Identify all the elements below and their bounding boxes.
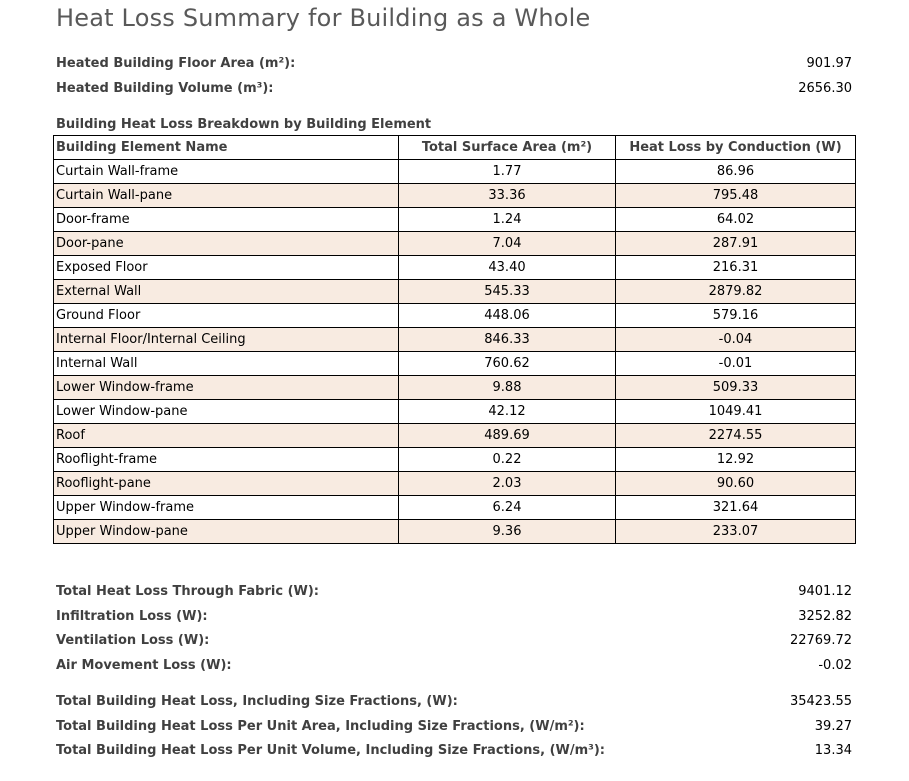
table-row — [54, 208, 856, 232]
surface-area-cell: 42.12 — [399, 400, 616, 424]
table-row — [54, 376, 856, 400]
surface-area-cell: 7.04 — [399, 232, 616, 256]
table-header-row — [54, 136, 856, 160]
air-movement-loss-label: Air Movement Loss (W): — [56, 658, 232, 673]
loss-per-volume-label: Total Building Heat Loss Per Unit Volume, Including Size Fractions, (W/m³): — [56, 743, 605, 758]
table-row — [54, 400, 856, 424]
header-conduction-loss: Heat Loss by Conduction (W) — [616, 136, 856, 160]
loss-per-area-value: 39.27 — [814, 719, 852, 734]
floor-area-value: 901.97 — [806, 56, 852, 71]
table-row — [54, 304, 856, 328]
element-name-cell: Internal Floor/Internal Ceiling — [54, 328, 399, 352]
total-loss-row — [56, 694, 852, 714]
element-name-cell: Curtain Wall-pane — [54, 184, 399, 208]
element-name-cell: Door-pane — [54, 232, 399, 256]
table-row — [54, 280, 856, 304]
breakdown-section-label: Building Heat Loss Breakdown by Building Element — [56, 117, 432, 132]
table-row — [54, 232, 856, 256]
surface-area-cell: 1.24 — [399, 208, 616, 232]
element-name-cell: Exposed Floor — [54, 256, 399, 280]
page-title: Heat Loss Summary for Building as a Whole — [56, 4, 591, 32]
table-row — [54, 496, 856, 520]
element-name-cell: Roof — [54, 424, 399, 448]
loss-per-area-label: Total Building Heat Loss Per Unit Area, Including Size Fractions, (W/m²): — [56, 719, 585, 734]
conduction-loss-cell: 86.96 — [616, 160, 856, 184]
heat-loss-breakdown-table — [53, 135, 856, 544]
conduction-loss-cell: 216.31 — [616, 256, 856, 280]
surface-area-cell: 9.36 — [399, 520, 616, 544]
conduction-loss-cell: 321.64 — [616, 496, 856, 520]
volume-value: 2656.30 — [798, 81, 852, 96]
conduction-loss-cell: -0.01 — [616, 352, 856, 376]
ventilation-loss-value: 22769.72 — [789, 633, 852, 648]
air-movement-loss-value: -0.02 — [818, 658, 852, 673]
loss-per-volume-row — [56, 743, 852, 763]
ventilation-loss-label: Ventilation Loss (W): — [56, 633, 210, 648]
air-movement-loss-row — [56, 658, 852, 678]
header-element-name: Building Element Name — [54, 136, 399, 160]
conduction-loss-cell: 579.16 — [616, 304, 856, 328]
table-row — [54, 448, 856, 472]
surface-area-cell: 760.62 — [399, 352, 616, 376]
loss-per-area-row — [56, 719, 852, 739]
element-name-cell: Curtain Wall-frame — [54, 160, 399, 184]
floor-area-row — [56, 56, 852, 76]
volume-row — [56, 81, 852, 101]
surface-area-cell: 43.40 — [399, 256, 616, 280]
surface-area-cell: 33.36 — [399, 184, 616, 208]
infiltration-loss-value: 3252.82 — [798, 609, 852, 624]
element-name-cell: Upper Window-frame — [54, 496, 399, 520]
table-row — [54, 184, 856, 208]
conduction-loss-cell: 233.07 — [616, 520, 856, 544]
conduction-loss-cell: 90.60 — [616, 472, 856, 496]
element-name-cell: Lower Window-frame — [54, 376, 399, 400]
volume-label: Heated Building Volume (m³): — [56, 81, 274, 96]
loss-per-volume-value: 13.34 — [814, 743, 852, 758]
table-row — [54, 520, 856, 544]
table-row — [54, 328, 856, 352]
element-name-cell: Ground Floor — [54, 304, 399, 328]
surface-area-cell: 0.22 — [399, 448, 616, 472]
conduction-loss-cell: 64.02 — [616, 208, 856, 232]
element-name-cell: Upper Window-pane — [54, 520, 399, 544]
infiltration-loss-row — [56, 609, 852, 629]
fabric-loss-label: Total Heat Loss Through Fabric (W): — [56, 584, 319, 599]
total-loss-value: 35423.55 — [789, 694, 852, 709]
surface-area-cell: 1.77 — [399, 160, 616, 184]
table-row — [54, 256, 856, 280]
conduction-loss-cell: 12.92 — [616, 448, 856, 472]
element-name-cell: Door-frame — [54, 208, 399, 232]
surface-area-cell: 2.03 — [399, 472, 616, 496]
conduction-loss-cell: 509.33 — [616, 376, 856, 400]
header-surface-area: Total Surface Area (m²) — [399, 136, 616, 160]
surface-area-cell: 6.24 — [399, 496, 616, 520]
ventilation-loss-row — [56, 633, 852, 653]
conduction-loss-cell: 2274.55 — [616, 424, 856, 448]
infiltration-loss-label: Infiltration Loss (W): — [56, 609, 208, 624]
floor-area-label: Heated Building Floor Area (m²): — [56, 56, 296, 71]
surface-area-cell: 448.06 — [399, 304, 616, 328]
surface-area-cell: 545.33 — [399, 280, 616, 304]
conduction-loss-cell: 2879.82 — [616, 280, 856, 304]
surface-area-cell: 9.88 — [399, 376, 616, 400]
conduction-loss-cell: -0.04 — [616, 328, 856, 352]
conduction-loss-cell: 1049.41 — [616, 400, 856, 424]
fabric-loss-value: 9401.12 — [798, 584, 852, 599]
table-row — [54, 472, 856, 496]
table-row — [54, 160, 856, 184]
element-name-cell: External Wall — [54, 280, 399, 304]
element-name-cell: Rooflight-pane — [54, 472, 399, 496]
surface-area-cell: 489.69 — [399, 424, 616, 448]
table-row — [54, 424, 856, 448]
element-name-cell: Internal Wall — [54, 352, 399, 376]
conduction-loss-cell: 287.91 — [616, 232, 856, 256]
conduction-loss-cell: 795.48 — [616, 184, 856, 208]
fabric-loss-row — [56, 584, 852, 604]
element-name-cell: Rooflight-frame — [54, 448, 399, 472]
total-loss-label: Total Building Heat Loss, Including Size Fractions, (W): — [56, 694, 458, 709]
table-row — [54, 352, 856, 376]
element-name-cell: Lower Window-pane — [54, 400, 399, 424]
surface-area-cell: 846.33 — [399, 328, 616, 352]
